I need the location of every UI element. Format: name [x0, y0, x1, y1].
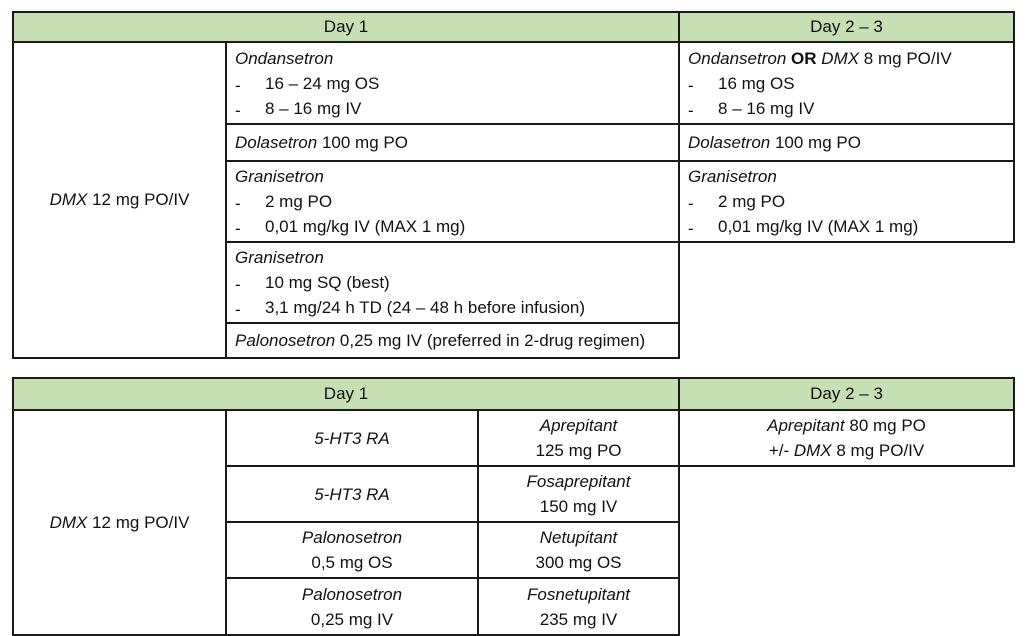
- dose-text: 80 mg PO: [849, 416, 926, 435]
- dose-text: 100 mg PO: [321, 133, 408, 152]
- dose-text: 150 mg IV: [539, 497, 618, 516]
- dash-bullet-icon: -: [235, 219, 241, 238]
- cell-5ht3-ra-2: [226, 466, 478, 522]
- dash-bullet-icon: -: [235, 100, 241, 120]
- drug-name: DMX: [49, 512, 88, 532]
- cell-day1-granisetron-sq-td: [226, 242, 679, 323]
- cell-day2-3-granisetron: [679, 161, 1014, 242]
- cell-netupitant: [478, 522, 679, 578]
- bullet-item: [688, 189, 1005, 214]
- dash-bullet-icon: -: [235, 75, 241, 95]
- regimen-table-1: [12, 11, 1015, 359]
- cell-day1-granisetron: [226, 161, 679, 242]
- cell-fosnetupitant: [478, 578, 679, 635]
- cell-5ht3-ra-1: [226, 410, 478, 466]
- bullet-item: [688, 214, 1005, 239]
- table2-dmx-stem-cell: [13, 410, 226, 635]
- dash-bullet-icon: -: [235, 275, 241, 294]
- dose-text: 125 mg PO: [535, 441, 622, 460]
- drug-name: Palonosetron: [301, 584, 403, 604]
- dash-bullet-icon: -: [235, 300, 241, 319]
- dose-text: 0,25 mg IV: [310, 609, 394, 629]
- bullet-item: [235, 214, 670, 239]
- conjunction-text: OR: [791, 48, 817, 68]
- drug-name: Aprepitant: [539, 416, 618, 435]
- drug-name: Dolasetron: [235, 133, 318, 152]
- bullet-item: [688, 96, 1005, 121]
- cell-palonosetron-iv: [226, 578, 478, 635]
- dose-text: 2 mg PO: [718, 192, 786, 211]
- dose-text: 10 mg SQ (best): [265, 273, 390, 292]
- bullet-item: [235, 96, 670, 121]
- table1-dmx-stem-cell: [13, 42, 226, 358]
- dose-text: 0,01 mg/kg IV (MAX 1 mg): [265, 217, 466, 236]
- dash-bullet-icon: -: [688, 100, 694, 120]
- dose-text: 8 mg PO/IV: [863, 48, 952, 68]
- empty-region: [679, 242, 1014, 323]
- dose-text: 12 mg PO/IV: [92, 512, 190, 532]
- drug-name: DMX: [49, 190, 88, 209]
- dose-text: 3,1 mg/24 h TD (24 – 48 h before infusion): [265, 298, 586, 317]
- cell-day2-3-dolasetron: [679, 124, 1014, 161]
- drug-name: 5-HT3 RA: [314, 428, 390, 448]
- dose-text: 0,5 mg OS: [311, 553, 393, 572]
- dash-bullet-icon: -: [688, 75, 694, 95]
- bullet-item: [235, 270, 670, 295]
- dose-text: 16 mg OS: [718, 73, 795, 93]
- regimen-table-2: [12, 377, 1015, 636]
- dose-text: 100 mg PO: [774, 133, 861, 152]
- bullet-item: [235, 71, 670, 96]
- table2-day2-3-header: Day 2 – 3: [679, 378, 1014, 410]
- drug-name: Granisetron: [688, 167, 777, 186]
- bullet-item: [235, 295, 670, 320]
- table1-day2-3-header: Day 2 – 3: [679, 12, 1014, 42]
- cell-day1-ondansetron: [226, 42, 679, 124]
- bullet-item: [688, 71, 1005, 96]
- cell-day1-dolasetron: [226, 124, 679, 161]
- drug-name: 5-HT3 RA: [314, 484, 390, 504]
- drug-name: Granisetron: [235, 248, 324, 267]
- dose-text: 2 mg PO: [265, 192, 333, 211]
- dose-text: 8 – 16 mg IV: [265, 98, 362, 118]
- drug-name: Granisetron: [235, 167, 324, 186]
- dash-bullet-icon: -: [688, 219, 694, 238]
- table1-header-row: [13, 12, 1014, 42]
- dose-text: 0,25 mg IV (preferred in 2-drug regimen): [339, 331, 646, 350]
- empty-region: [679, 522, 1014, 578]
- dose-text: 8 mg PO/IV: [836, 441, 925, 460]
- drug-name: Palonosetron: [301, 528, 403, 547]
- dash-bullet-icon: -: [688, 194, 694, 213]
- empty-region: [679, 578, 1014, 635]
- drug-name: Palonosetron: [235, 331, 336, 350]
- cell-day2-3-aprepitant-dmx: [679, 410, 1014, 466]
- cell-day2-3-ondansetron-or-dmx: [679, 42, 1014, 124]
- table2-day1-header: Day 1: [13, 378, 679, 410]
- dose-text: 300 mg OS: [535, 553, 622, 572]
- cell-fosaprepitant: [478, 466, 679, 522]
- dash-bullet-icon: -: [235, 194, 241, 213]
- drug-name: Ondansetron: [235, 48, 334, 68]
- table2-header-row: [13, 378, 1014, 410]
- empty-region: [679, 323, 1014, 358]
- table-row: [13, 42, 1014, 124]
- prefix-text: +/-: [768, 441, 790, 460]
- dose-text: 16 – 24 mg OS: [265, 73, 380, 93]
- dose-text: 12 mg PO/IV: [92, 190, 190, 209]
- dose-text: 8 – 16 mg IV: [718, 98, 815, 118]
- table1-day1-header: Day 1: [13, 12, 679, 42]
- drug-name: Aprepitant: [767, 416, 845, 435]
- cell-day1-palonosetron: [226, 323, 679, 358]
- drug-name: DMX: [821, 48, 860, 68]
- drug-name: Dolasetron: [688, 133, 771, 152]
- drug-name: Fosnetupitant: [527, 584, 631, 604]
- drug-name: Ondansetron: [688, 48, 787, 68]
- empty-region: [679, 466, 1014, 522]
- bullet-item: [235, 189, 670, 214]
- drug-name: Netupitant: [539, 528, 618, 547]
- cell-aprepitant: [478, 410, 679, 466]
- dose-text: 0,01 mg/kg IV (MAX 1 mg): [718, 217, 919, 236]
- drug-name: DMX: [793, 441, 832, 460]
- cell-palonosetron-os: [226, 522, 478, 578]
- table-row: [13, 410, 1014, 466]
- drug-name: Fosaprepitant: [526, 472, 631, 491]
- dose-text: 235 mg IV: [539, 609, 618, 629]
